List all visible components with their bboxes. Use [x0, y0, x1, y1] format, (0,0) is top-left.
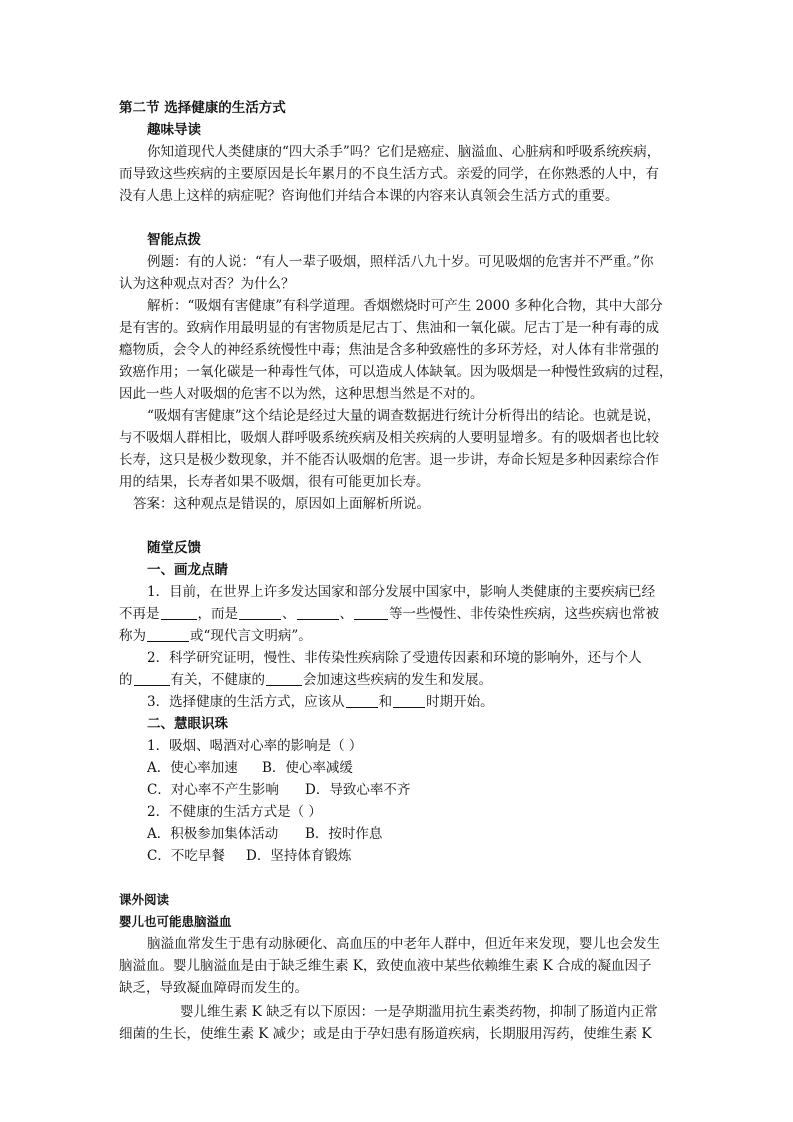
q2-text-2: 有关，不健康的	[170, 672, 265, 688]
q1-blank-1[interactable]	[161, 605, 197, 620]
intro-heading: 趣味导读	[147, 122, 201, 138]
q1-text-1: 不再是	[119, 606, 160, 622]
conclusion-line-1: “吸烟有害健康”这个结论是经过大量的调查数据进行统计分析得出的结论。也就是说，	[147, 408, 661, 424]
analysis-line-4: 致癌作用；一氧化碳是一种毒性气体，可以造成人体缺氧。因为吸烟是一种慢性致病的过程，	[119, 364, 673, 380]
example-line-1: 例题：有的人说：“有人一辈子吸烟，照样活八九十岁。可见吸烟的危害并不严重。”你	[147, 254, 654, 270]
mc2-option-c[interactable]: C．不吃早餐	[147, 848, 225, 864]
intro-line-3: 没有人患上这样的病症呢？咨询他们并结合本课的内容来认真领会生活方式的重要。	[119, 188, 619, 204]
q1-text-3: 、	[282, 606, 296, 622]
analysis-line-5: 因此一些人对吸烟的危害不以为然，这种思想当然是不对的。	[119, 386, 484, 402]
q2-line-2	[119, 669, 492, 691]
q3-blank-1[interactable]	[346, 693, 378, 708]
q3-line	[147, 691, 494, 713]
q1-blank-2[interactable]	[239, 605, 281, 620]
q1-blank-4[interactable]	[354, 605, 388, 620]
reading-heading: 课外阅读	[119, 892, 170, 907]
reading-para1-line-3: 缺乏，导致凝血障碍而发生的。	[119, 980, 308, 996]
q2-text-1: 的	[119, 672, 133, 688]
q1-text-2: ，而是	[197, 606, 238, 622]
mc1-question: 1．吸烟、喝酒对心率的影响是（ ）	[147, 738, 363, 754]
q2-text-3: 会加速这些疾病的发生和发展。	[303, 672, 492, 688]
mc1-option-a[interactable]: A．使心率加速	[147, 760, 238, 776]
q2-blank-1[interactable]	[134, 671, 170, 686]
section-title: 第二节 选择健康的生活方式	[119, 100, 286, 116]
analysis-line-3: 瘾物质，会令人的神经系统慢性中毒；焦油是含多种致癌性的多环芳烃，对人体有非常强的	[119, 342, 659, 358]
intro-line-2: 而导致这些疾病的主要原因是长年累月的不良生活方式。亲爱的同学，在你熟悉的人中，有	[119, 166, 659, 182]
q1-text-6: 称为	[119, 628, 146, 644]
part2-heading: 二、慧眼识珠	[147, 716, 228, 732]
mc2-option-d[interactable]: D．坚持体育锻炼	[246, 848, 352, 864]
q2-blank-2[interactable]	[266, 671, 302, 686]
conclusion-line-3: 长寿，这只是极少数现象，并不能否认吸烟的危害。退一步讲，寿命长短是多种因素综合作	[119, 452, 659, 468]
q1-blank-5[interactable]	[147, 627, 189, 642]
reading-para1-line-1: 脑溢血常发生于患有动脉硬化、高血压的中老年人群中，但近年来发现，婴儿也会发生	[147, 936, 660, 952]
mc1-option-c[interactable]: C．对心率不产生影响	[147, 782, 279, 798]
q1-text-5: 等一些慢性、非传染性疾病，这些疾病也常被	[389, 606, 659, 622]
reading-subheading: 婴儿也可能患脑溢血	[119, 914, 232, 929]
mc1-option-b[interactable]: B．使心率减缓	[262, 760, 353, 776]
q3-blank-2[interactable]	[393, 693, 425, 708]
q1-line-1: 1．目前，在世界上许多发达国家和部分发展中国家中，影响人类健康的主要疾病已经	[147, 584, 656, 600]
q1-blank-3[interactable]	[297, 605, 339, 620]
feedback-heading: 随堂反馈	[147, 540, 201, 556]
analysis-line-2: 是有害的。致病作用最明显的有害物质是尼古丁、焦油和一氧化碳。尼古丁是一种有毒的成	[119, 320, 659, 336]
mc1-option-d[interactable]: D．导致心率不齐	[305, 782, 411, 798]
reading-para2-line-2: 细菌的生长，使维生素 K 减少；或是由于孕妇患有肠道疾病，长期服用泻药，使维生素 K	[119, 1026, 652, 1042]
conclusion-line-2: 与不吸烟人群相比，吸烟人群呼吸系统疾病及相关疾病的人要明显增多。有的吸烟者也比较	[119, 430, 659, 446]
answer-line: 答案：这种观点是错误的，原因如上面解析所说。	[133, 496, 430, 512]
q3-text-2: 和	[378, 694, 393, 710]
q2-line-1: 2．科学研究证明，慢性、非传染性疾病除了受遗传因素和环境的影响外，还与个人	[147, 650, 642, 666]
q1-line-2	[119, 603, 659, 625]
q3-text-3: 时期开始。	[426, 694, 494, 710]
reading-para1-line-2: 脑溢血。婴儿脑溢血是由于缺乏维生素 K，致使血液中某些依赖维生素 K 合成的凝血因子	[119, 958, 652, 974]
mc2-option-a[interactable]: A．积极参加集体活动	[147, 826, 279, 842]
conclusion-line-4: 用的结果，长寿者如果不吸烟，很有可能更加长寿。	[119, 474, 430, 490]
mc2-option-b[interactable]: B．按时作息	[305, 826, 383, 842]
q1-text-7: 或“现代言文明病”。	[190, 628, 312, 644]
tips-heading: 智能点拨	[147, 232, 201, 248]
example-line-2: 认为这种观点对否？为什么？	[119, 276, 295, 292]
q1-line-3	[119, 625, 312, 647]
q3-text-1: 3．选择健康的生活方式，应该从	[147, 694, 345, 710]
intro-line-1: 你知道现代人类健康的“四大杀手”吗？它们是癌症、脑溢血、心脏病和呼吸系统疾病，	[147, 144, 661, 160]
analysis-line-1: 解析：“吸烟有害健康”有科学道理。香烟燃烧时可产生 2000 多种化合物，其中大部分	[147, 298, 663, 314]
q1-text-4: 、	[339, 606, 353, 622]
part1-heading: 一、画龙点睛	[147, 562, 228, 578]
mc2-question: 2．不健康的生活方式是（ ）	[147, 804, 322, 820]
reading-para2-line-1: 婴儿维生素 K 缺乏有以下原因：一是孕期滥用抗生素类药物，抑制了肠道内正常	[180, 1004, 658, 1020]
